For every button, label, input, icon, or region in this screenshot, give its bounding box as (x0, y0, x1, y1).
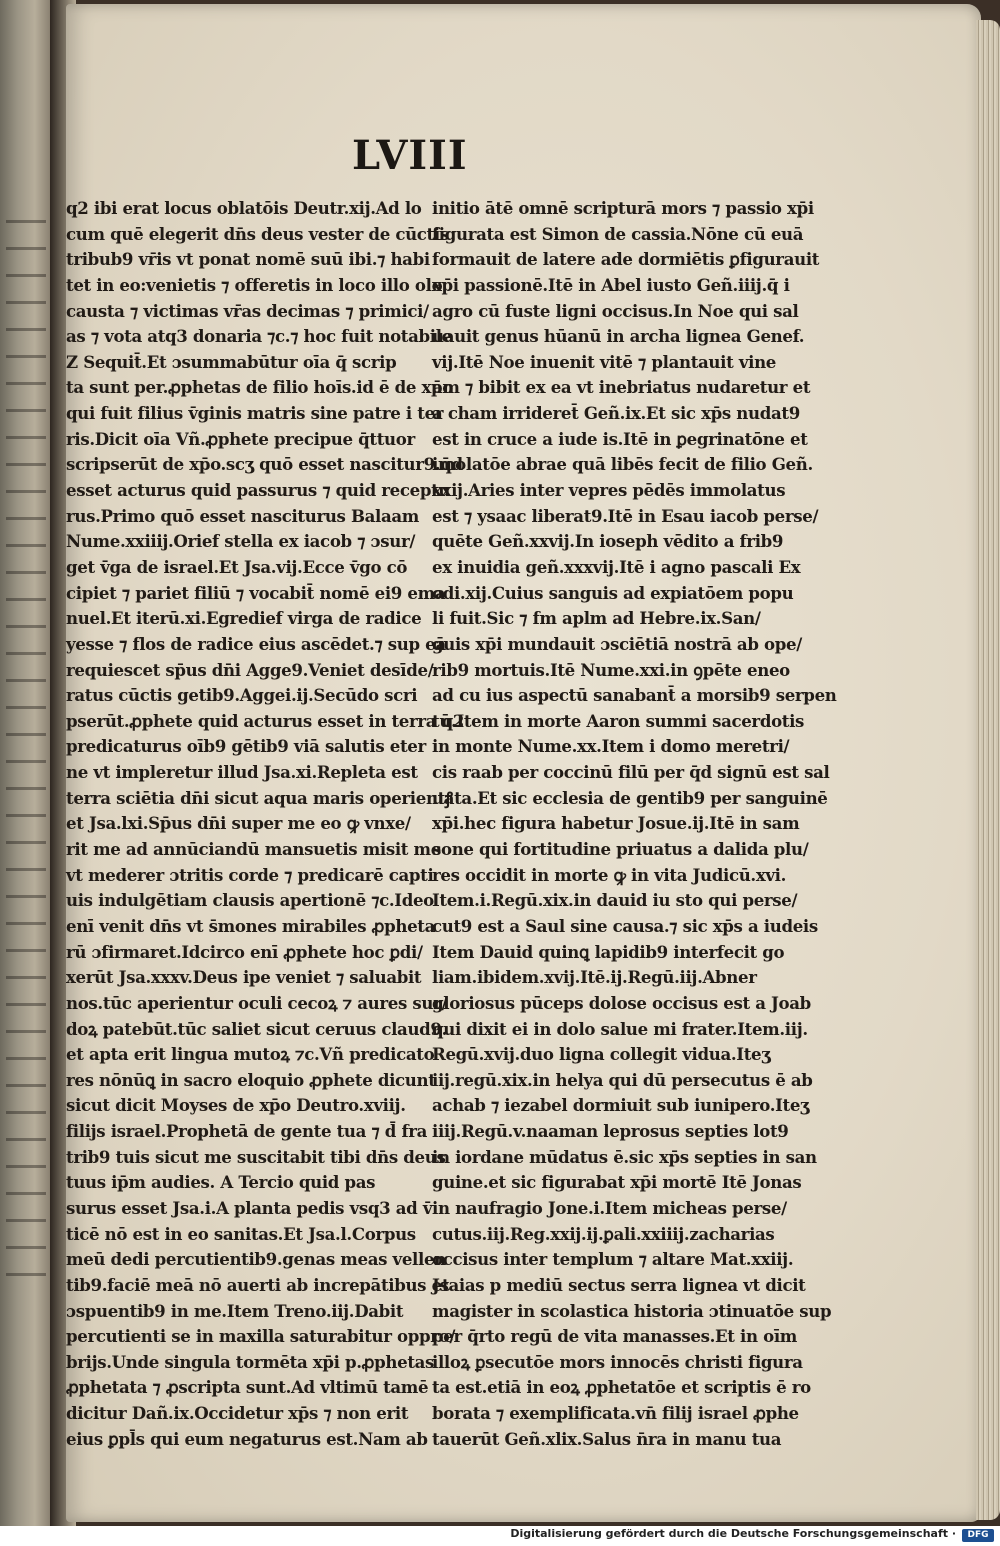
page-block-edge (976, 20, 1000, 1520)
text-column-right (432, 196, 837, 1452)
text-line: xerūt Jsa.xxxv.Deus ipe veniet ⁊ saluabit (66, 967, 422, 988)
text-line: guis xp̄i mundauit ɔsciētiā nostrā ab ope/ (432, 633, 802, 654)
text-line: guine.et sic figurabat xp̄i mortē Itē Jonas (432, 1172, 802, 1193)
text-line: ex inuidia geñ.xxxvij.Itē i agno pascali Ex (432, 556, 801, 577)
text-line: qui fuit filius v̄ginis matris sine patre i ter (66, 403, 444, 424)
text-line: terra sciētia dn̄i sicut aqua maris operientꝭ (66, 787, 453, 808)
text-line: enī venit dn̄s vt s̄mones mirabiles ꝓpheta (66, 915, 436, 936)
text-line: magister in scolastica historia ɔtinuatōe sup (432, 1300, 832, 1321)
text-line: ta est.etiā in eoꝝ ꝓphetatōe et scriptis ē ro (432, 1377, 811, 1398)
text-line: ꝓphetata ⁊ ꝓscripta sunt.Ad vltimū tamē (66, 1377, 429, 1398)
text-line: doꝝ patebūt.tūc saliet sicut ceruus claud9. (66, 1018, 448, 1039)
text-line: borata ⁊ exemplificata.vn̄ filij israel ꝓphe (432, 1403, 799, 1424)
text-line: figurata est Simon de cassia.Nōne cū euā (432, 223, 804, 244)
text-line: as ⁊ vota atq3 donaria ⁊c.⁊ hoc fuit notabile (66, 326, 452, 347)
text-column-left (66, 196, 465, 1452)
text-line: percutienti se in maxilla saturabitur oppro/ (66, 1326, 456, 1347)
text-line: rib9 mortuis.Itē Nume.xxi.in ꝯpēte eneo (432, 659, 790, 680)
text-line: in iordane mūdatus ē.sic xp̄s septies in san (432, 1146, 817, 1167)
text-line: gloriosus pūceps dolose occisus est a Joab (432, 992, 811, 1013)
folio-number: LVIII (352, 132, 468, 179)
text-line: yesse ⁊ flos de radice eius ascēdet.⁊ sup eā (66, 633, 446, 654)
text-line: et apta erit lingua mutoꝝ ⁊c.Vñ predicato (66, 1044, 435, 1065)
text-line: nuel.Et iterū.xi.Egredief virga de radice (66, 608, 422, 629)
text-line: am ⁊ bibit ex ea vt inebriatus nudaretur et (432, 377, 811, 398)
text-line: cipiet ⁊ pariet filiū ⁊ vocabit̄ nomē ei9 ema (66, 582, 446, 603)
text-line: tib9.faciē meā nō auerti ab increpātibus et (66, 1274, 450, 1295)
text-line: initio ātē omnē scripturā mors ⁊ passio xp̄i (432, 198, 814, 218)
text-line: uauit genus hūanū in archa lignea Genef. (432, 326, 805, 347)
text-line: surus esset Jsa.i.A planta pedis vsq3 ad v̄ (66, 1197, 433, 1218)
text-line: in monte Nume.xx.Item i domo meretri/ (432, 736, 790, 757)
text-line: imolatōe abrae quā libēs fecit de filio Geñ. (432, 454, 813, 475)
text-line: achab ⁊ iezabel dormiuit sub iunipero.Iteʒ (432, 1095, 810, 1116)
text-line: odi.xij.Cuius sanguis ad expiatōem popu (432, 582, 794, 603)
text-line: meū dedi percutientib9.genas meas vellen (66, 1249, 446, 1270)
text-line: cutus.iij.Reg.xxij.ij.ꝑali.xxiiij.zacharias (432, 1223, 775, 1244)
text-line: et Jsa.lxi.Sp̄us dn̄i super me eo ꝙ vnxe/ (66, 813, 411, 834)
text-line: rit me ad annūciandū mansuetis misit me (66, 839, 441, 860)
text-line: scripserūt de xp̄o.scʒ quō esset nascitur9.q̄d (66, 454, 463, 475)
text-line: Regū.xvij.duo ligna collegit vidua.Iteʒ (432, 1044, 771, 1065)
text-line: xp̄i.hec figura habetur Josue.ij.Itē in sam (432, 813, 800, 834)
text-line: ticē nō est in eo sanitas.Et Jsa.l.Corpus (66, 1223, 416, 1244)
text-line: tribub9 vr̄is vt ponat nomē suū ibi.⁊ habi (66, 249, 430, 270)
text-line: ne vt impleretur illud Jsa.xi.Repleta est (66, 762, 418, 783)
facing-page-text-bleed (6, 220, 46, 1300)
text-line: vij.Itē Noe inuenit vitē ⁊ plantauit vine (432, 351, 776, 372)
text-line: vt mederer ɔtritis corde ⁊ predicarē capti (66, 864, 434, 885)
text-line: per q̄rto regū de vita manasses.Et in oīm (432, 1326, 798, 1347)
text-line: cis raab per coccinū filū per q̄d signū est sal (432, 762, 830, 783)
text-line: formauit de latere ade dormiētis ꝑfigurauit (432, 249, 820, 270)
text-line: res nōnūꝗ in sacro eloquio ꝓphete dicunt (66, 1069, 436, 1090)
text-line: sone qui fortitudine priuatus a dalida plu/ (432, 839, 809, 860)
text-line: trib9 tuis sicut me suscitabit tibi dn̄s deus (66, 1146, 446, 1167)
text-line: cum quē elegerit dn̄s deus vester de cūctis (66, 223, 449, 244)
text-line: ris.Dicit oīa Vñ.ꝓphete precipue q̄ttuor (66, 428, 415, 449)
text-line: q2 ibi erat locus oblatōis Deutr.xij.Ad lo (66, 198, 422, 218)
text-line: eius ꝑpl̄s qui eum negaturus est.Nam ab (66, 1428, 428, 1449)
text-line: iiij.Regū.v.naaman leprosus septies lot9 (432, 1121, 789, 1142)
text-line: in naufragio Jone.i.Item micheas perse/ (432, 1197, 787, 1218)
text-line: xxij.Aries inter vepres pēdēs immolatus (432, 480, 786, 501)
text-line: esset acturus quid passurus ⁊ quid receptu (66, 480, 451, 501)
text-line: rū ɔfirmaret.Idcirco enī ꝓphete hoc ꝑdi/ (66, 941, 423, 962)
text-line: a cham irrideret̄ Geñ.ix.Et sic xp̄s nudat9 (432, 403, 800, 424)
text-line: tū.Item in morte Aaron summi sacerdotis (432, 710, 805, 731)
text-line: predicaturus oīb9 gētib9 viā salutis eter (66, 736, 426, 757)
text-line: est ⁊ ysaac liberat9.Itē in Esau iacob perse/ (432, 505, 819, 526)
text-line: illoꝝ ꝑsecutōe mors innocēs christi figura (432, 1351, 803, 1372)
text-line: ratus cūctis getib9.Aggei.ij.Secūdo scri (66, 685, 418, 706)
text-line: dicitur Dañ.ix.Occidetur xp̄s ⁊ non erit (66, 1403, 409, 1424)
dfg-logo: DFG (962, 1529, 994, 1542)
text-line: Item Dauid quinꝗ lapidib9 interfecit go (432, 941, 785, 962)
text-line: tet in eo:venietis ⁊ offeretis in loco illo olo (66, 274, 443, 295)
text-line: tauerūt Geñ.xlix.Salus n̄ra in manu tua (432, 1428, 782, 1449)
text-line: sicut dicit Moyses de xp̄o Deutro.xviij. (66, 1095, 406, 1116)
text-line: est in cruce a iude is.Itē in ꝑegrinatōne et (432, 428, 808, 449)
text-line: liam.ibidem.xvij.Itē.ij.Regū.iij.Abner (432, 967, 757, 988)
footer-credit: Digitalisierung gefördert durch die Deutsche Forschungsgemeinschaft · (510, 1527, 956, 1540)
text-line: quēte Geñ.xxvij.In ioseph vēdito a frib9 (432, 531, 784, 552)
text-line: qui dixit ei in dolo salue mi frater.Item.iij. (432, 1018, 808, 1039)
text-line: Item.i.Regū.xix.in dauid iu sto qui perse/ (432, 890, 798, 911)
text-line: li fuit.Sic ⁊ fm aplm ad Hebre.ix.San/ (432, 608, 761, 629)
text-line: tuus ip̄m audies. A Tercio quid pas (66, 1172, 376, 1193)
text-line: agro cū fuste ligni occisus.In Noe qui sal (432, 300, 799, 321)
text-line: iij.regū.xix.in helya qui dū persecutus ē ab (432, 1069, 813, 1090)
text-line: uis indulgētiam clausis apertionē ⁊c.Ideo (66, 890, 434, 911)
text-line: get v̄ga de israel.Et Jsa.vij.Ecce v̄go cō (66, 556, 408, 577)
text-line: filijs israel.Prophetā de gente tua ⁊ d̄ fra (66, 1121, 428, 1142)
text-line: cut9 est a Saul sine causa.⁊ sic xp̄s a iudeis (432, 915, 818, 936)
text-line: brijs.Unde singula tormēta xp̄i p.ꝓphetas (66, 1351, 435, 1372)
text-line: ta sunt per.ꝓphetas de filio hoīs.id ē de xp̄o (66, 377, 454, 398)
text-line: xp̄i passionē.Itē in Abel iusto Geñ.iiij.q̄ i (432, 274, 790, 295)
text-line: Nume.xxiiij.Orief stella ex iacob ⁊ ɔsur/ (66, 531, 416, 552)
text-line: ad cu ius aspectū sanabant̄ a morsib9 serpen (432, 685, 837, 706)
text-line: uata.Et sic ecclesia de gentib9 per sanguinē (432, 787, 828, 808)
footer-bar (0, 1526, 1000, 1546)
text-line: occisus inter templum ⁊ altare Mat.xxiij. (432, 1249, 794, 1270)
text-line: res occidit in morte ꝙ in vita Judicū.xvi. (432, 864, 787, 885)
text-line: requiescet sp̄us dn̄i Agge9.Veniet desīde/ (66, 659, 434, 680)
text-line: ɔspuentib9 in me.Item Treno.iij.Dabit (66, 1300, 404, 1321)
text-line: rus.Primo quō esset nasciturus Balaam (66, 505, 420, 526)
text-line: Z Sequit̄.Et ɔsummabūtur oīa q̄ scrip (66, 351, 397, 372)
text-line: nos.tūc aperientur oculi cecoꝝ ⁊ aures sur/ (66, 992, 448, 1013)
text-line: pserūt.ꝓphete quid acturus esset in terra q2 (66, 710, 465, 731)
text-line: causta ⁊ victimas vr̄as decimas ⁊ primici/ (66, 300, 429, 321)
text-line: Jsaias p mediū sectus serra lignea vt dicit (432, 1274, 806, 1295)
